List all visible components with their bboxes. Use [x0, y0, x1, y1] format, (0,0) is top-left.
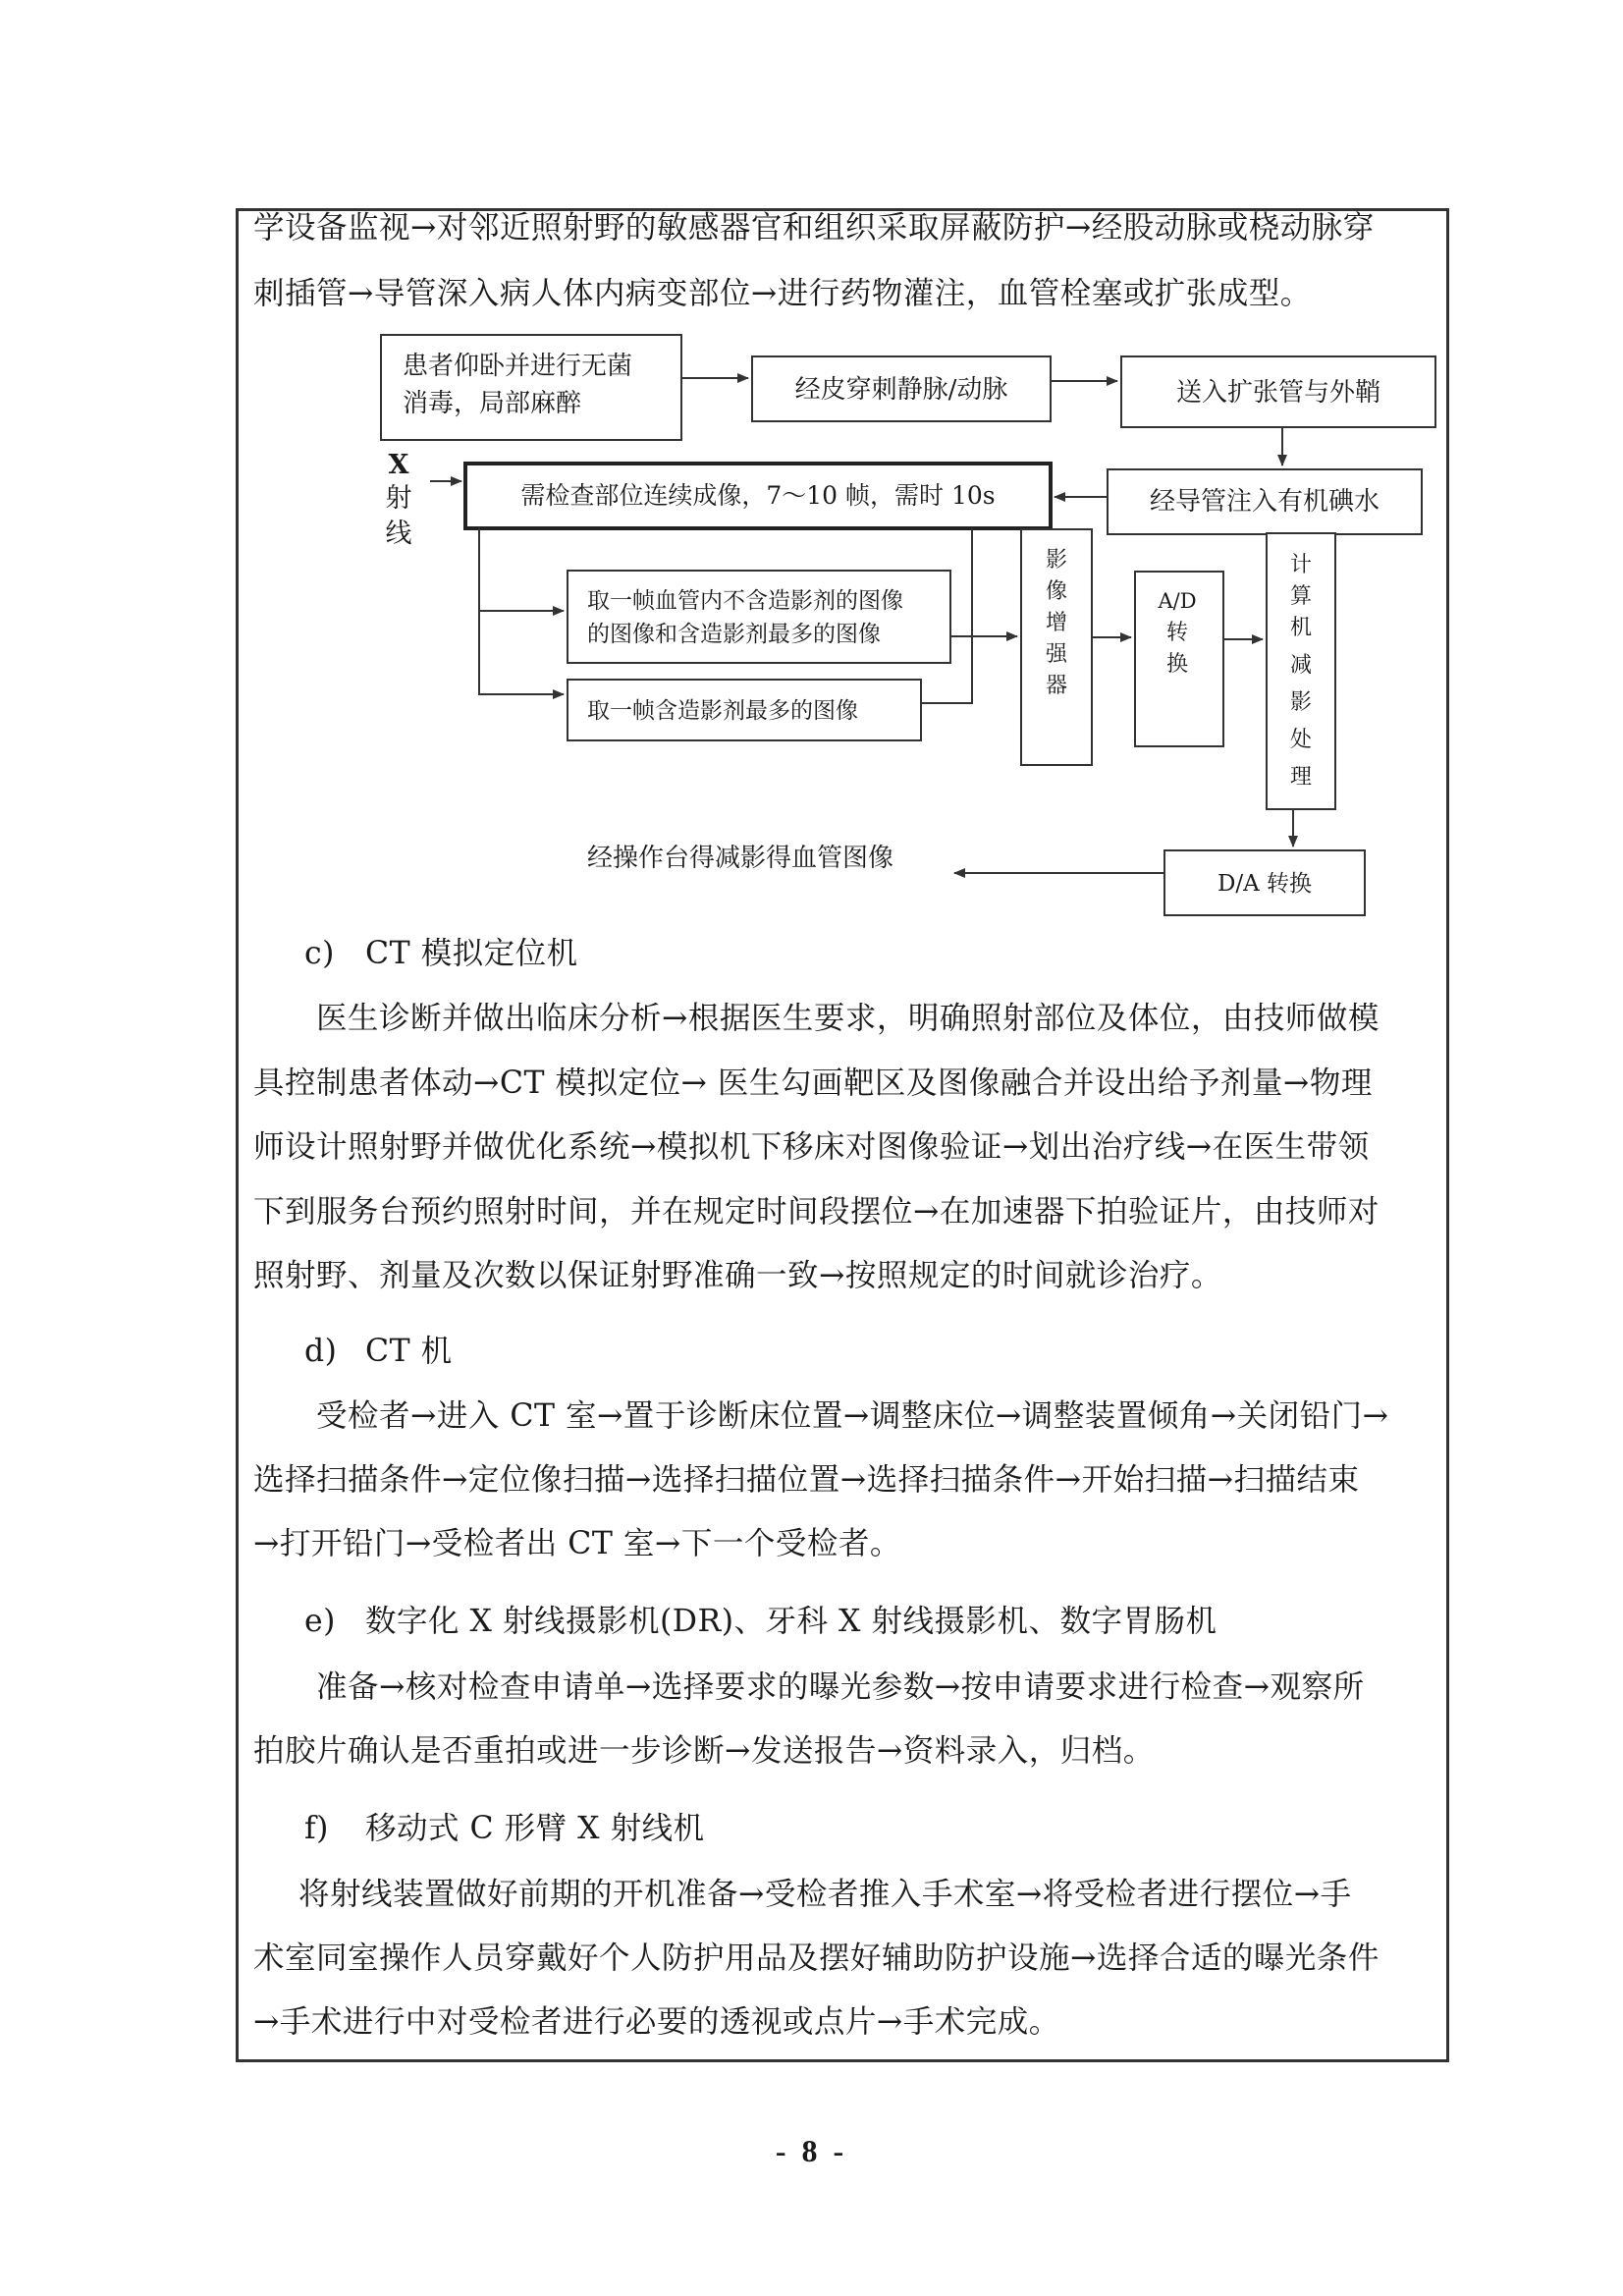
section-f-line-2: 术室同室操作人员穿戴好个人防护用品及摆好辅助防护设施→选择合适的曝光条件 — [253, 1941, 1380, 1976]
computer-char-4: 减 — [1289, 653, 1313, 678]
arrow-imaging-maxframe — [479, 611, 564, 694]
section-f-heading — [304, 1811, 705, 1846]
dilator-text: 送入扩张管与外鞘 — [1175, 378, 1381, 408]
computer-char-6: 处 — [1289, 728, 1313, 752]
section-f-label: f) — [304, 1811, 329, 1846]
mask-text-2: 的图像和含造影剂最多的图像 — [587, 622, 881, 647]
imaging-text: 需检查部位连续成像，7～10 帧，需时 10s — [520, 481, 996, 510]
computer-char-2: 算 — [1289, 584, 1313, 609]
section-c-label: c) — [304, 936, 335, 971]
intensifier-char-1: 影 — [1045, 548, 1068, 573]
intensifier-char-4: 强 — [1045, 642, 1068, 667]
ad-label: A/D — [1158, 589, 1197, 613]
da-text: D/A 转换 — [1217, 871, 1313, 897]
intensifier-char-3: 增 — [1045, 611, 1068, 635]
section-e-line-2: 拍胶片确认是否重拍或进一步诊断→发送报告→资料录入，归档。 — [253, 1733, 1155, 1769]
max-frame-text: 取一帧含造影剂最多的图像 — [587, 698, 858, 724]
ad-char-2: 换 — [1165, 652, 1189, 677]
contrast-text: 经导管注入有机碘水 — [1149, 487, 1380, 517]
ad-char-1: 转 — [1165, 621, 1189, 645]
section-f-line-1: 将射线装置做好前期的开机准备→受检者推入手术室→将受检者进行摆位→手 — [298, 1877, 1352, 1912]
section-d-heading — [304, 1334, 453, 1369]
page-number: - 8 - — [775, 2133, 848, 2168]
intro-line-2: 刺插管→导管深入病人体内病变部位→进行药物灌注，血管栓塞或扩张成型。 — [253, 276, 1312, 311]
section-c-line-4: 下到服务台预约照射时间，并在规定时间段摆位→在加速器下拍验证片，由技师对 — [253, 1194, 1380, 1230]
section-c-title: CT 模拟定位机 — [365, 936, 578, 971]
arrow-imaging-mask — [479, 528, 564, 611]
section-c-line-1: 医生诊断并做出临床分析→根据医生要求，明确照射部位及体位，由技师做模 — [316, 1001, 1380, 1036]
xray-label-xian: 线 — [385, 519, 412, 549]
section-e-line-1: 准备→核对检查申请单→选择要求的曝光参数→按申请要求进行检查→观察所 — [316, 1669, 1365, 1705]
computer-char-5: 影 — [1289, 690, 1313, 715]
section-e-label: e) — [304, 1604, 336, 1639]
section-c-line-3: 师设计照射野并做优化系统→模拟机下移床对图像验证→划出治疗线→在医生带领 — [253, 1129, 1370, 1165]
computer-char-1: 计 — [1289, 553, 1313, 577]
section-c-line-2: 具控制患者体动→CT 模拟定位→ 医生勾画靶区及图像融合并设出给予剂量→物理 — [253, 1066, 1373, 1101]
section-d-title: CT 机 — [365, 1334, 453, 1369]
section-d-line-1: 受检者→进入 CT 室→置于诊断床位置→调整床位→调整装置倾角→关闭铅门→ — [316, 1398, 1389, 1434]
intensifier-char-5: 器 — [1045, 674, 1068, 698]
section-f-title: 移动式 C 形臂 X 射线机 — [365, 1811, 705, 1846]
section-e-title: 数字化 X 射线摄影机(DR)、牙科 X 射线摄影机、数字胃肠机 — [365, 1604, 1217, 1639]
output-text: 经操作台得减影得血管图像 — [587, 844, 894, 873]
section-d-line-3: →打开铅门→受检者出 CT 室→下一个受检者。 — [253, 1526, 901, 1561]
puncture-text: 经皮穿刺静脉/动脉 — [794, 375, 1008, 405]
computer-char-3: 机 — [1289, 616, 1313, 640]
disinfect-text-2: 消毒，局部麻醉 — [403, 389, 582, 418]
section-c-line-5: 照射野、剂量及次数以保证射野准确一致→按照规定的时间就诊治疗。 — [253, 1258, 1222, 1293]
section-d-label: d) — [304, 1334, 338, 1369]
section-d-line-2: 选择扫描条件→定位像扫描→选择扫描位置→选择扫描条件→开始扫描→扫描结束 — [253, 1462, 1360, 1498]
section-e-heading — [304, 1604, 1217, 1639]
xray-label-x: X — [388, 450, 409, 480]
section-c-heading — [304, 936, 578, 971]
intensifier-char-2: 像 — [1045, 579, 1068, 604]
computer-char-7: 理 — [1289, 765, 1313, 790]
section-f-line-3: →手术进行中对受检者进行必要的透视或点片→手术完成。 — [253, 2004, 1060, 2040]
disinfect-text-1: 患者仰卧并进行无菌 — [403, 352, 633, 381]
intro-line-1: 学设备监视→对邻近照射野的敏感器官和组织采取屏蔽防护→经股动脉或桡动脉穿 — [253, 210, 1375, 246]
xray-label-she: 射 — [385, 483, 412, 514]
mask-text-1: 取一帧血管内不含造影剂的图像 — [587, 588, 903, 614]
mask-frame-box — [568, 571, 950, 663]
